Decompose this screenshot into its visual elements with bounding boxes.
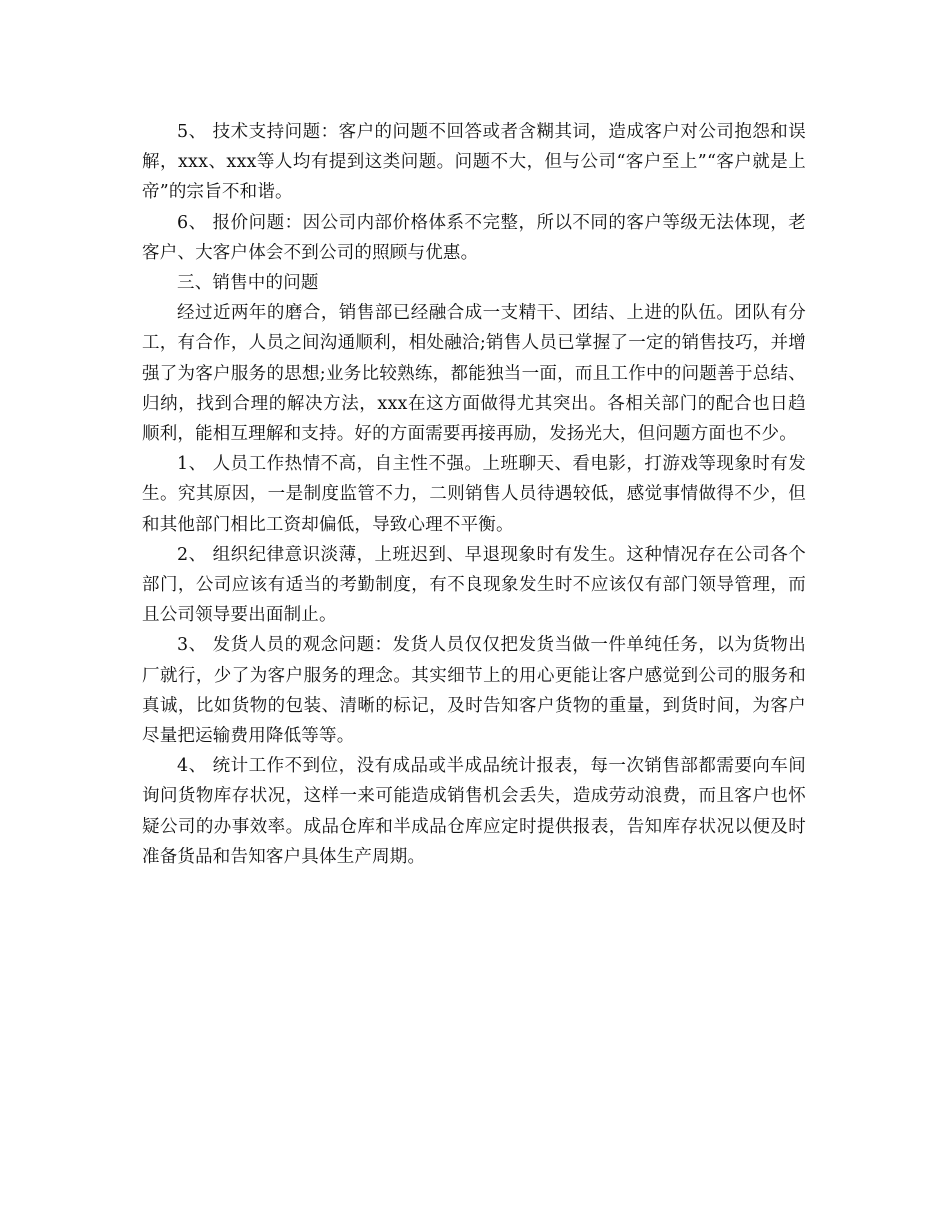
paragraph-item-5-tech-support: 5、 技术支持问题：客户的问题不回答或者含糊其词，造成客户对公司抱怨和误解，xxx、xxx等人均有提到这类问题。问题不大，但与公司“客户至上”“客户就是上帝”的宗旨不和谐。 [142,122,806,203]
paragraph-item-2-discipline: 2、 组织纪律意识淡薄，上班迟到、早退现象时有发生。这种情况存在公司各个部门，公司应该有适当的考勤制度，有不良现象发生时不应该仅有部门领导管理，而且公司领导要出面制止。 [142,544,806,626]
section-heading-sales-problems: 三、销售中的问题 [177,273,319,294]
paragraph-sales-overview: 经过近两年的磨合，销售部已经融合成一支精干、团结、上进的队伍。团队有分工，有合作，人员之间沟通顺利，相处融洽;销售人员已掌握了一定的销售技巧，并增强了为客户服务的思想;业务比较熟练，都能独当一面，而且工作中的问题善于总结、归纳，找到合理的解决方法，xxx在这方面做得尤其突出。各相关部门的配合也日趋顺利，能相互理解和支持。好的方面需要再接再励，发扬光大，但问题方面也不少。 [142,303,806,445]
paragraph-item-6-pricing: 6、 报价问题：因公司内部价格体系不完整，所以不同的客户等级无法体现，老客户、大客户体会不到公司的照顾与优惠。 [142,212,806,263]
document-page [142,117,806,872]
paragraph-item-4-statistics: 4、 统计工作不到位，没有成品或半成品统计报表，每一次销售部都需要向车间询问货物库存状况，这样一来可能造成销售机会丢失，造成劳动浪费，而且客户也怀疑公司的办事效率。成品仓库和半成品仓库应定时提供报表，告知库存状况以便及时准备货品和告知客户具体生产周期。 [142,756,806,867]
paragraph-item-1-work-enthusiasm: 1、 人员工作热情不高，自主性不强。上班聊天、看电影，打游戏等现象时有发生。究其原因，一是制度监管不力，二则销售人员待遇较低，感觉事情做得不少，但和其他部门相比工资却偏低，导致心理不平衡。 [142,454,806,535]
paragraph-item-3-shipping-staff: 3、 发货人员的观念问题：发货人员仅仅把发货当做一件单纯任务，以为货物出厂就行，少了为客户服务的理念。其实细节上的用心更能让客户感觉到公司的服务和真诚，比如货物的包装、清晰的标记，及时告知客户货物的重量，到货时间，为客户尽量把运输费用降低等等。 [142,635,806,747]
